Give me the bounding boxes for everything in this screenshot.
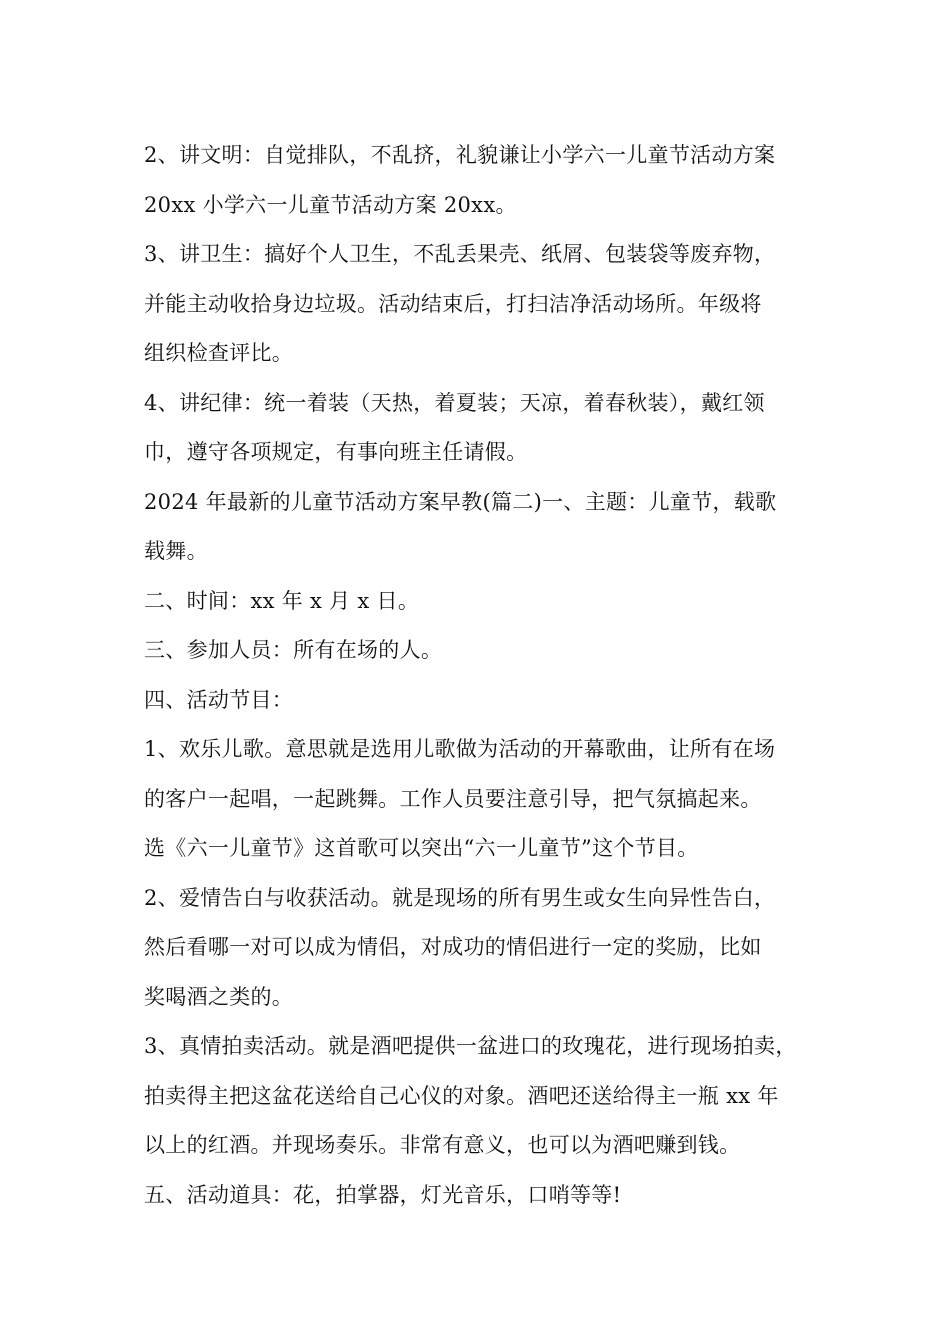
text-line: 选《六一儿童节》这首歌可以突出“六一儿童节”这个节目。 (144, 836, 699, 860)
document-body (144, 131, 844, 1220)
text-line: 巾，遵守各项规定，有事向班主任请假。 (144, 440, 528, 464)
text-line: 3、讲卫生：搞好个人卫生，不乱丢果壳、纸屑、包装袋等废弃物， (144, 242, 776, 266)
text-line: 1、欢乐儿歌。意思就是选用儿歌做为活动的开幕歌曲，让所有在场 (144, 737, 776, 761)
text-line: 四、活动节目： (144, 687, 294, 712)
text-line: 2、讲文明：自觉排队，不乱挤，礼貌谦让小学六一儿童节活动方案 (144, 143, 776, 167)
text-line: 并能主动收拾身边垃圾。活动结束后，打扫洁净活动场所。年级将 (144, 291, 762, 316)
text-line: 2、爱情告白与收获活动。就是现场的所有男生或女生向异性告白， (144, 885, 776, 910)
text-line: 3、真情拍卖活动。就是酒吧提供一盆进口的玫瑰花，进行现场拍卖， (144, 1034, 797, 1058)
text-line: 20xx 小学六一儿童节活动方案 20xx。 (144, 192, 517, 217)
text-line: 拍卖得主把这盆花送给自己心仪的对象。酒吧还送给得主一瓶 xx 年 (144, 1083, 779, 1108)
text-line: 三、参加人员：所有在场的人。 (144, 638, 443, 662)
text-line: 五、活动道具：花，拍掌器，灯光音乐，口哨等等! (144, 1182, 622, 1207)
text-line: 载舞。 (144, 539, 208, 563)
text-line: 奖喝酒之类的。 (144, 984, 294, 1009)
text-line: 的客户一起唱，一起跳舞。工作人员要注意引导，把气氛搞起来。 (144, 786, 762, 811)
text-line: 4、讲纪律：统一着装（天热，着夏装；天凉，着春秋装），戴红领 (144, 390, 765, 415)
text-line: 以上的红酒。并现场奏乐。非常有意义，也可以为酒吧赚到钱。 (144, 1133, 741, 1157)
text-line: 二、时间：xx 年 x 月 x 日。 (144, 588, 420, 613)
text-line: 然后看哪一对可以成为情侣，对成功的情侣进行一定的奖励，比如 (144, 935, 762, 959)
text-line: 组织检查评比。 (144, 341, 294, 365)
section-heading-line: 2024 年最新的儿童节活动方案早教(篇二)一、主题：儿童节，载歌 (144, 489, 777, 514)
